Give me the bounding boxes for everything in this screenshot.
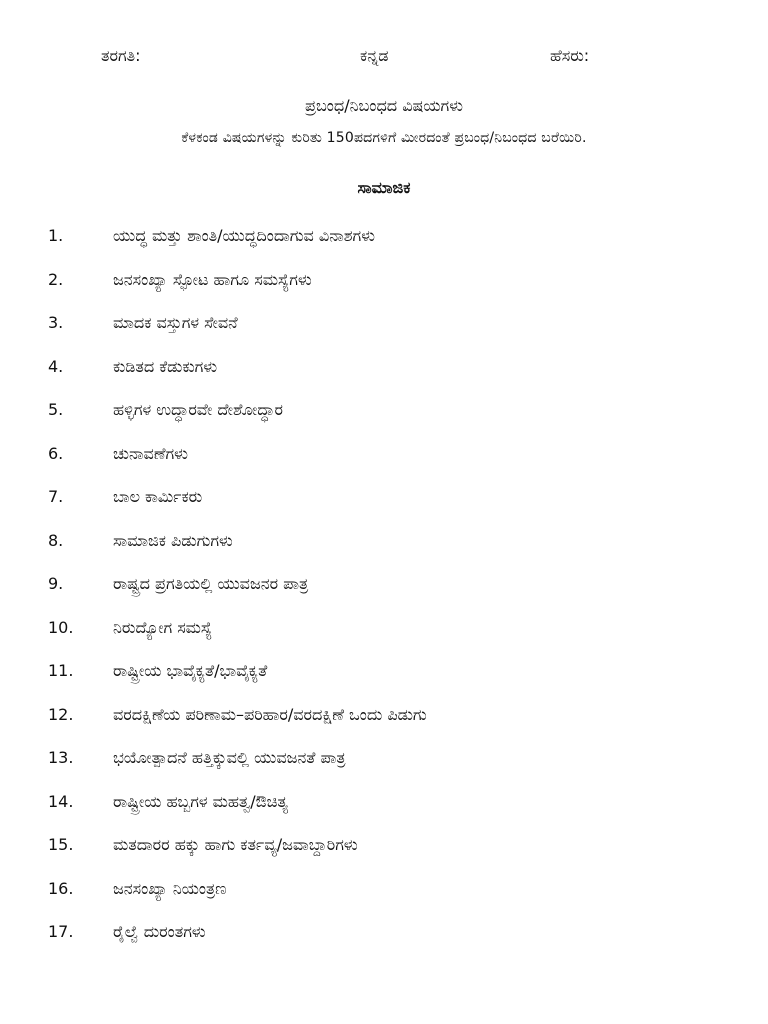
- item-number: 4.: [48, 356, 64, 376]
- item-text: ಜನಸಂಖ್ಯಾ ನಿಯಂತ್ರಣ: [113, 878, 227, 898]
- item-number: 16.: [48, 878, 74, 898]
- item-text: ನಿರುದ್ಯೋಗ ಸಮಸ್ಯೆ: [113, 617, 213, 637]
- page-title: ಪ್ರಬಂಧ/ನಿಬಂಧದ ವಿಷಯಗಳು: [305, 96, 463, 115]
- item-text: ರೈಲ್ವೆ ದುರಂತಗಳು: [113, 922, 206, 941]
- list-item: [0, 226, 768, 270]
- item-number: 3.: [48, 313, 64, 332]
- item-text: ಬಾಲ ಕಾರ್ಮಿಕರು: [113, 487, 203, 506]
- item-text: ರಾಷ್ಟ್ರೀಯ ಭಾವೈಕ್ಯತೆ/ಭಾವೈಕ್ಯತೆ: [113, 661, 268, 680]
- item-number: 6.: [48, 443, 64, 463]
- item-number: 17.: [48, 922, 74, 941]
- list-item: [0, 357, 768, 401]
- item-number: 9.: [48, 574, 64, 593]
- item-text: ರಾಷ್ಟ್ರದ ಪ್ರಗತಿಯಲ್ಲಿ ಯುವಜನರ ಪಾತ್ರ: [113, 574, 309, 593]
- topic-list: [0, 226, 768, 966]
- list-item: [0, 574, 768, 618]
- item-number: 7.: [48, 487, 64, 506]
- item-text: ಯುದ್ಧ ಮತ್ತು ಶಾಂತಿ/ಯುದ್ಧದಿಂದಾಗುವ ವಿನಾಶಗಳು: [113, 226, 375, 245]
- list-item: [0, 879, 768, 923]
- instruction-text: ಕೆಳಕಂಡ ವಿಷಯಗಳನ್ನು ಕುರಿತು 150ಪದಗಳಿಗೆ ಮೀರದಂತೆ ಪ್ರಬಂಧ/ನಿಬಂಧದ ಬರೆಯಿರಿ.: [181, 130, 587, 146]
- list-item: [0, 748, 768, 792]
- list-item: [0, 618, 768, 662]
- item-text: ಚುನಾವಣೆಗಳು: [113, 443, 188, 463]
- item-text: ಕುಡಿತದ ಕೆಡುಕುಗಳು: [113, 356, 218, 376]
- item-number: 1.: [48, 226, 64, 245]
- list-item: [0, 270, 768, 314]
- item-number: 15.: [48, 835, 74, 854]
- subject-language: ಕನ್ನಡ: [360, 46, 389, 65]
- item-number: 5.: [48, 400, 64, 419]
- list-item: [0, 705, 768, 749]
- class-label: ತರಗತಿ:: [101, 46, 141, 65]
- list-item: [0, 922, 768, 966]
- item-text: ಹಳ್ಳಿಗಳ ಉದ್ಧಾರವೇ ದೇಶೋದ್ಧಾರ: [113, 400, 283, 419]
- item-text: ಮತದಾರರ ಹಕ್ಕು ಹಾಗು ಕರ್ತವ್ಯ/ಜವಾಬ್ದಾರಿಗಳು: [113, 835, 358, 854]
- item-text: ಮಾದಕ ವಸ್ತುಗಳ ಸೇವನೆ: [113, 313, 238, 332]
- item-text: ಭಯೋತ್ಪಾದನೆ ಹತ್ತಿಕ್ಕುವಲ್ಲಿ ಯುವಜನತೆ ಪಾತ್ರ: [113, 748, 346, 767]
- list-item: [0, 661, 768, 705]
- item-text: ವರದಕ್ಷಿಣೆಯ ಪರಿಣಾಮ–ಪರಿಹಾರ/ವರದಕ್ಷಿಣೆ ಒಂದು ಪಿಡುಗು: [113, 704, 427, 724]
- name-label: ಹೆಸರು:: [550, 46, 590, 65]
- list-item: [0, 444, 768, 488]
- item-number: 14.: [48, 791, 74, 811]
- list-item: [0, 835, 768, 879]
- list-item: [0, 531, 768, 575]
- item-text: ಸಾಮಾಜಿಕ ಪಿಡುಗುಗಳು: [113, 530, 233, 550]
- item-number: 12.: [48, 704, 74, 724]
- item-number: 10.: [48, 617, 74, 637]
- item-text: ರಾಷ್ಟ್ರೀಯ ಹಬ್ಬಗಳ ಮಹತ್ವ/ಔಚಿತ್ಯ: [113, 791, 289, 811]
- item-number: 13.: [48, 748, 74, 767]
- section-heading: ಸಾಮಾಜಿಕ: [357, 178, 411, 197]
- item-text: ಜನಸಂಖ್ಯಾ ಸ್ಫೋಟ ಹಾಗೂ ಸಮಸ್ಯೆಗಳು: [113, 269, 312, 289]
- list-item: [0, 313, 768, 357]
- item-number: 2.: [48, 269, 64, 289]
- list-item: [0, 792, 768, 836]
- item-number: 8.: [48, 530, 64, 550]
- worksheet-header: [0, 46, 768, 72]
- item-number: 11.: [48, 661, 74, 680]
- list-item: [0, 400, 768, 444]
- list-item: [0, 487, 768, 531]
